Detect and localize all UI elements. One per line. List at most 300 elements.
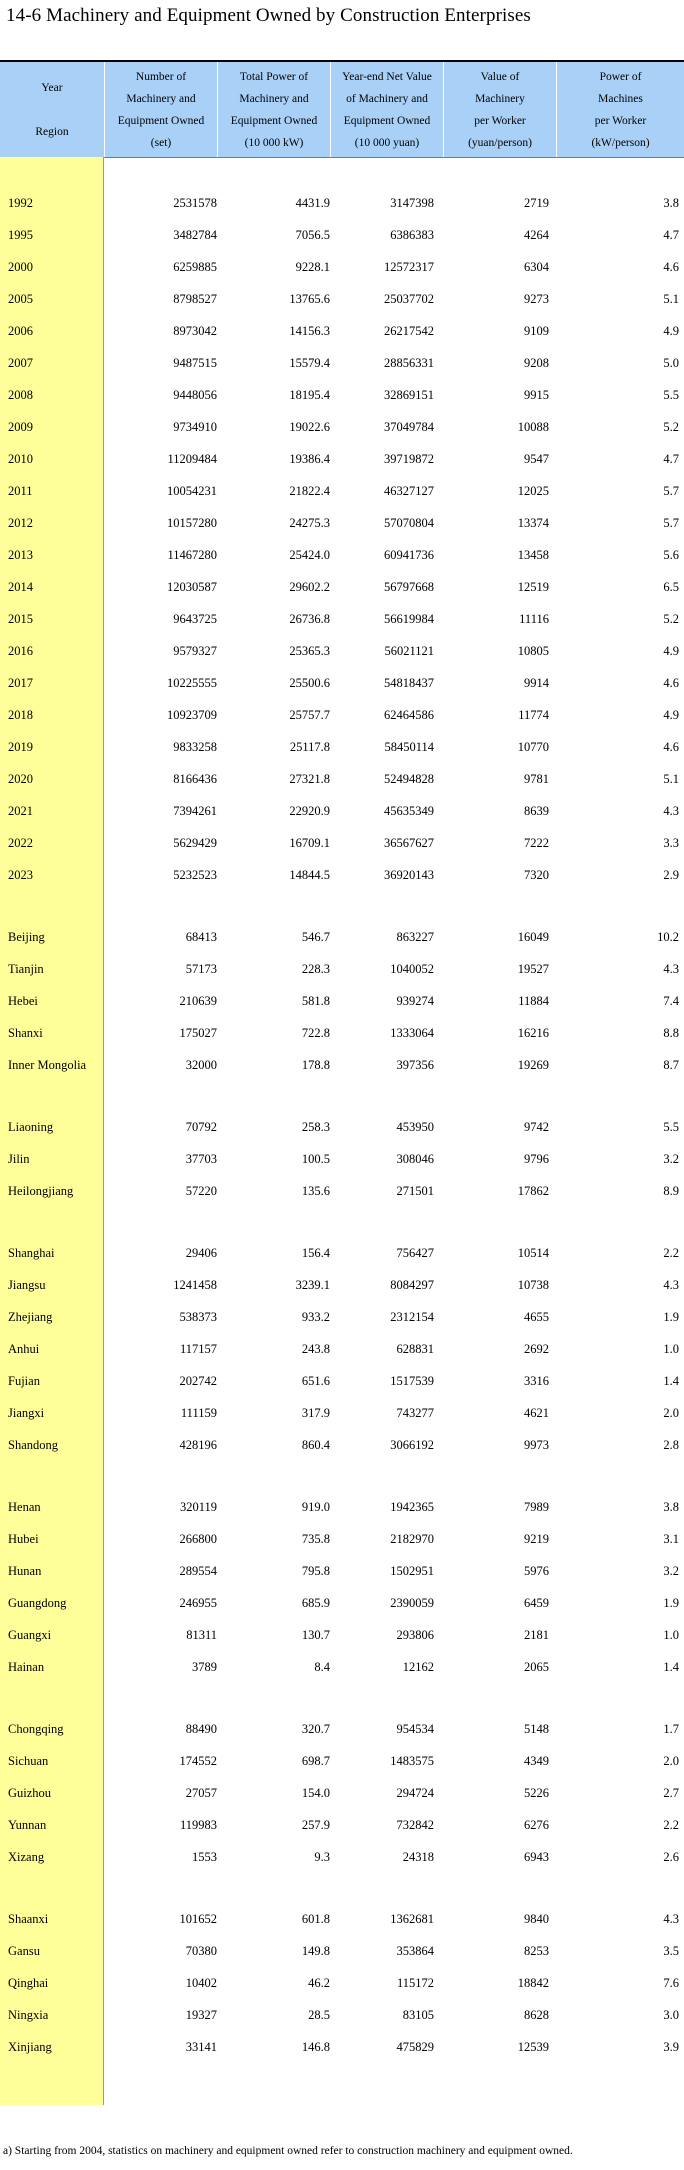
cell-value: 83105 <box>402 2008 434 2022</box>
cell-value: 1553 <box>192 1850 217 1864</box>
cell-value: 2.9 <box>663 868 679 882</box>
cell-value: 9833258 <box>173 740 217 754</box>
row-label: Guizhou <box>8 1786 52 1800</box>
row-label: 2015 <box>8 612 33 626</box>
cell-value: 9109 <box>524 324 549 338</box>
cell-value: 8.8 <box>663 1026 679 1040</box>
table-row-region <box>0 1843 684 1875</box>
cell-value: 5.5 <box>663 388 679 402</box>
cell-value: 13374 <box>517 516 549 530</box>
cell-value: 10054231 <box>167 484 217 498</box>
cell-value: 52494828 <box>384 772 434 786</box>
table-row-year <box>0 413 684 445</box>
cell-value: 3.2 <box>663 1152 679 1166</box>
cell-value: 88490 <box>185 1722 217 1736</box>
cell-value: 1333064 <box>390 1026 434 1040</box>
cell-value: 11467280 <box>167 548 217 562</box>
row-label: 2023 <box>8 868 33 882</box>
table-row-year <box>0 733 684 765</box>
cell-value: 6276 <box>524 1818 549 1832</box>
row-label: Jiangsu <box>8 1278 46 1292</box>
cell-value: 28.5 <box>308 2008 330 2022</box>
table-row-region <box>0 2001 684 2033</box>
cell-value: 9208 <box>524 356 549 370</box>
cell-value: 149.8 <box>301 1944 330 1958</box>
cell-value: 3066192 <box>390 1438 434 1452</box>
cell-value: 581.8 <box>301 994 330 1008</box>
cell-value: 10.2 <box>657 930 679 944</box>
table-row-region <box>0 1399 684 1431</box>
cell-value: 19269 <box>517 1058 549 1072</box>
row-label: 2022 <box>8 836 33 850</box>
row-label: 2008 <box>8 388 33 402</box>
cell-value: 1.7 <box>663 1722 679 1736</box>
cell-value: 9914 <box>524 676 549 690</box>
cell-value: 317.9 <box>301 1406 330 1420</box>
table-row-region <box>0 1969 684 2001</box>
cell-value: 9487515 <box>173 356 217 370</box>
cell-value: 130.7 <box>301 1628 330 1642</box>
cell-value: 60941736 <box>384 548 434 562</box>
cell-value: 228.3 <box>301 962 330 976</box>
header-line: per Worker <box>594 114 647 127</box>
cell-value: 3482784 <box>173 228 217 242</box>
cell-value: 1.0 <box>663 1628 679 1642</box>
table-row-year <box>0 605 684 637</box>
cell-value: 25365.3 <box>289 644 330 658</box>
cell-value: 4.7 <box>663 452 679 466</box>
row-label: Shanghai <box>8 1246 55 1260</box>
row-label: Guangxi <box>8 1628 52 1642</box>
cell-value: 21822.4 <box>289 484 330 498</box>
cell-value: 154.0 <box>301 1786 330 1800</box>
cell-value: 10088 <box>517 420 549 434</box>
cell-value: 5.2 <box>663 612 679 626</box>
cell-value: 10157280 <box>167 516 217 530</box>
header-line: of Machinery and <box>346 92 428 105</box>
cell-value: 7989 <box>524 1500 549 1514</box>
table-row-year <box>0 861 684 893</box>
table-row-year <box>0 285 684 317</box>
cell-value: 289554 <box>179 1564 217 1578</box>
cell-value: 2692 <box>524 1342 549 1356</box>
page-title: 14-6 Machinery and Equipment Owned by Construction Enterprises <box>6 5 531 26</box>
header-line: Number of <box>135 70 187 83</box>
cell-value: 178.8 <box>301 1058 330 1072</box>
cell-value: 3789 <box>192 1660 217 1674</box>
table-row-region <box>0 1493 684 1525</box>
cell-value: 954534 <box>396 1722 434 1736</box>
table-row-region <box>0 1747 684 1779</box>
cell-value: 39719872 <box>384 452 434 466</box>
cell-value: 698.7 <box>301 1754 330 1768</box>
cell-value: 294724 <box>396 1786 434 1800</box>
cell-value: 5226 <box>524 1786 549 1800</box>
cell-value: 795.8 <box>301 1564 330 1578</box>
header-year-region <box>0 62 104 157</box>
cell-value: 756427 <box>396 1246 434 1260</box>
cell-value: 4431.9 <box>295 196 330 210</box>
header-line: (10 000 yuan) <box>354 136 420 149</box>
cell-value: 18842 <box>517 1976 549 1990</box>
cell-value: 3.0 <box>663 2008 679 2022</box>
table-row-year <box>0 381 684 413</box>
row-label: 2019 <box>8 740 33 754</box>
cell-value: 22920.9 <box>289 804 330 818</box>
table-row-region <box>0 1589 684 1621</box>
row-label: Henan <box>8 1500 41 1514</box>
table-row-region <box>0 1811 684 1843</box>
table-row-year <box>0 765 684 797</box>
row-label: 2020 <box>8 772 33 786</box>
row-label: Chongqing <box>8 1722 64 1736</box>
cell-value: 7222 <box>524 836 549 850</box>
table-row-region <box>0 1145 684 1177</box>
cell-value: 5148 <box>524 1722 549 1736</box>
cell-value: 428196 <box>179 1438 217 1452</box>
cell-value: 12030587 <box>167 580 217 594</box>
cell-value: 57070804 <box>384 516 434 530</box>
cell-value: 4.6 <box>663 260 679 274</box>
cell-value: 11884 <box>518 994 549 1008</box>
row-label: 1995 <box>8 228 33 242</box>
row-label: 2016 <box>8 644 33 658</box>
cell-value: 628831 <box>396 1342 434 1356</box>
cell-value: 1.9 <box>663 1310 679 1324</box>
cell-value: 16216 <box>517 1026 549 1040</box>
cell-value: 5.2 <box>663 420 679 434</box>
cell-value: 1942365 <box>390 1500 434 1514</box>
cell-value: 3.9 <box>663 2040 679 2054</box>
cell-value: 10514 <box>517 1246 549 1260</box>
cell-value: 8628 <box>524 2008 549 2022</box>
cell-value: 24275.3 <box>289 516 330 530</box>
cell-value: 4349 <box>524 1754 549 1768</box>
row-label: Guangdong <box>8 1596 67 1610</box>
cell-value: 117157 <box>179 1342 217 1356</box>
cell-value: 353864 <box>396 1944 434 1958</box>
cell-value: 11774 <box>518 708 549 722</box>
header-line: Machinery and <box>126 92 196 105</box>
cell-value: 475829 <box>396 2040 434 2054</box>
cell-value: 2065 <box>524 1660 549 1674</box>
cell-value: 743277 <box>396 1406 434 1420</box>
cell-value: 19327 <box>185 2008 217 2022</box>
cell-value: 4655 <box>524 1310 549 1324</box>
cell-value: 57220 <box>185 1184 217 1198</box>
table-row-year <box>0 349 684 381</box>
table-row-region <box>0 923 684 955</box>
cell-value: 9273 <box>524 292 549 306</box>
cell-value: 13765.6 <box>289 292 330 306</box>
cell-value: 9.3 <box>314 1850 330 1864</box>
cell-value: 6.5 <box>663 580 679 594</box>
table-row-region <box>0 1303 684 1335</box>
cell-value: 5.5 <box>663 1120 679 1134</box>
table-row-region <box>0 1557 684 1589</box>
cell-value: 9840 <box>524 1912 549 1926</box>
cell-value: 9973 <box>524 1438 549 1452</box>
cell-value: 28856331 <box>384 356 434 370</box>
row-label: Inner Mongolia <box>8 1058 87 1072</box>
cell-value: 8253 <box>524 1944 549 1958</box>
cell-value: 939274 <box>396 994 434 1008</box>
cell-value: 25037702 <box>384 292 434 306</box>
cell-value: 2312154 <box>390 1310 434 1324</box>
cell-value: 4.6 <box>663 740 679 754</box>
cell-value: 27057 <box>185 1786 217 1800</box>
row-label: 2010 <box>8 452 33 466</box>
cell-value: 8084297 <box>390 1278 434 1292</box>
table-row-year <box>0 573 684 605</box>
cell-value: 651.6 <box>301 1374 330 1388</box>
row-label: Hubei <box>8 1532 39 1546</box>
cell-value: 56021121 <box>384 644 434 658</box>
row-label: Jilin <box>8 1152 30 1166</box>
cell-value: 2.0 <box>663 1406 679 1420</box>
cell-value: 175027 <box>179 1026 217 1040</box>
cell-value: 4.3 <box>663 804 679 818</box>
cell-value: 1241458 <box>173 1278 217 1292</box>
cell-value: 2719 <box>524 196 549 210</box>
cell-value: 4.9 <box>663 708 679 722</box>
row-label: 2011 <box>8 484 33 498</box>
cell-value: 258.3 <box>301 1120 330 1134</box>
cell-value: 25757.7 <box>289 708 330 722</box>
table-row-year <box>0 797 684 829</box>
cell-value: 397356 <box>396 1058 434 1072</box>
cell-value: 115172 <box>396 1976 434 1990</box>
cell-value: 3.2 <box>663 1564 679 1578</box>
cell-value: 2181 <box>524 1628 549 1642</box>
cell-value: 308046 <box>396 1152 434 1166</box>
cell-value: 26736.8 <box>289 612 330 626</box>
cell-value: 266800 <box>179 1532 217 1546</box>
cell-value: 5.1 <box>663 772 679 786</box>
row-label: Shanxi <box>8 1026 43 1040</box>
cell-value: 4.3 <box>663 1912 679 1926</box>
cell-value: 9734910 <box>173 420 217 434</box>
row-label: Hebei <box>8 994 38 1008</box>
cell-value: 146.8 <box>301 2040 330 2054</box>
header-line: (set) <box>150 136 172 149</box>
cell-value: 100.5 <box>301 1152 330 1166</box>
cell-value: 3.8 <box>663 1500 679 1514</box>
table-row-year <box>0 669 684 701</box>
cell-value: 15579.4 <box>289 356 330 370</box>
cell-value: 6943 <box>524 1850 549 1864</box>
row-label: Shaanxi <box>8 1912 49 1926</box>
cell-value: 101652 <box>179 1912 217 1926</box>
cell-value: 1502951 <box>390 1564 434 1578</box>
table-row-region <box>0 1525 684 1557</box>
cell-value: 735.8 <box>301 1532 330 1546</box>
row-label: Qinghai <box>8 1976 49 1990</box>
cell-value: 9915 <box>524 388 549 402</box>
row-label: Hainan <box>8 1660 45 1674</box>
cell-value: 26217542 <box>384 324 434 338</box>
row-label: Sichuan <box>8 1754 49 1768</box>
cell-value: 860.4 <box>301 1438 330 1452</box>
cell-value: 4.3 <box>663 1278 679 1292</box>
cell-value: 4.9 <box>663 324 679 338</box>
cell-value: 271501 <box>396 1184 434 1198</box>
cell-value: 12162 <box>402 1660 434 1674</box>
cell-value: 25424.0 <box>289 548 330 562</box>
row-label: Yunnan <box>8 1818 47 1832</box>
cell-value: 5.6 <box>663 548 679 562</box>
header-line: (kW/person) <box>591 136 650 149</box>
table-row-region <box>0 1779 684 1811</box>
table-row-year <box>0 701 684 733</box>
row-label: 2018 <box>8 708 33 722</box>
cell-value: 24318 <box>402 1850 434 1864</box>
cell-value: 9781 <box>524 772 549 786</box>
cell-value: 8.4 <box>314 1660 330 1674</box>
cell-value: 14844.5 <box>289 868 330 882</box>
row-label: Zhejiang <box>8 1310 53 1324</box>
header-line: Value of <box>480 70 520 83</box>
header-line: Equipment Owned <box>230 114 318 127</box>
cell-value: 9547 <box>524 452 549 466</box>
cell-value: 732842 <box>396 1818 434 1832</box>
table-row-year <box>0 445 684 477</box>
cell-value: 12539 <box>517 2040 549 2054</box>
row-label: Heilongjiang <box>8 1184 74 1198</box>
cell-value: 9579327 <box>173 644 217 658</box>
cell-value: 6459 <box>524 1596 549 1610</box>
footnote: a) Starting from 2004, statistics on machinery and equipment owned refer to construction machinery and equipment owned. <box>3 2145 573 2157</box>
row-label: 2007 <box>8 356 33 370</box>
header-net-value <box>330 62 443 157</box>
cell-value: 1.0 <box>663 1342 679 1356</box>
table-row-region <box>0 1715 684 1747</box>
table-row-region <box>0 1113 684 1145</box>
cell-value: 12025 <box>517 484 549 498</box>
cell-value: 16049 <box>517 930 549 944</box>
cell-value: 5.7 <box>663 484 679 498</box>
cell-value: 10402 <box>185 1976 217 1990</box>
row-label: Hunan <box>8 1564 42 1578</box>
cell-value: 29602.2 <box>289 580 330 594</box>
table-row-region <box>0 1905 684 1937</box>
cell-value: 70380 <box>185 1944 217 1958</box>
cell-value: 7.6 <box>663 1976 679 1990</box>
table-row-year <box>0 637 684 669</box>
cell-value: 8973042 <box>173 324 217 338</box>
header-line: Machinery <box>475 92 525 105</box>
cell-value: 16709.1 <box>289 836 330 850</box>
cell-value: 111159 <box>180 1406 217 1420</box>
cell-value: 4264 <box>524 228 549 242</box>
table-row-region <box>0 2033 684 2065</box>
table-row-year <box>0 509 684 541</box>
row-label: Ningxia <box>8 2008 49 2022</box>
cell-value: 10923709 <box>167 708 217 722</box>
row-label: 2021 <box>8 804 33 818</box>
row-label: Shandong <box>8 1438 58 1452</box>
row-label: Liaoning <box>8 1120 54 1134</box>
cell-value: 2182970 <box>390 1532 434 1546</box>
cell-value: 2531578 <box>173 196 217 210</box>
table-row-year <box>0 189 684 221</box>
table-row-region <box>0 1239 684 1271</box>
cell-value: 11209484 <box>167 452 217 466</box>
table-row-year <box>0 477 684 509</box>
table-row-region <box>0 1051 684 1083</box>
row-label: 2006 <box>8 324 33 338</box>
table-row-region <box>0 1177 684 1209</box>
row-label: 2012 <box>8 516 33 530</box>
cell-value: 6386383 <box>390 228 434 242</box>
table-row-region <box>0 1271 684 1303</box>
cell-value: 4.7 <box>663 228 679 242</box>
cell-value: 3.1 <box>663 1532 679 1546</box>
cell-value: 7394261 <box>173 804 217 818</box>
cell-value: 119983 <box>179 1818 217 1832</box>
cell-value: 6259885 <box>173 260 217 274</box>
row-label: Anhui <box>8 1342 40 1356</box>
row-label: 2013 <box>8 548 33 562</box>
row-label: 1992 <box>8 196 33 210</box>
cell-value: 12572317 <box>384 260 434 274</box>
header-line: Machines <box>598 92 643 105</box>
row-label: Jiangxi <box>8 1406 45 1420</box>
table-header <box>0 62 684 158</box>
cell-value: 19022.6 <box>289 420 330 434</box>
cell-value: 5976 <box>524 1564 549 1578</box>
row-label: 2009 <box>8 420 33 434</box>
header-value-per-worker <box>443 62 556 157</box>
table-row-region <box>0 1335 684 1367</box>
cell-value: 14156.3 <box>289 324 330 338</box>
cell-value: 2.7 <box>663 1786 679 1800</box>
cell-value: 56797668 <box>384 580 434 594</box>
cell-value: 3.5 <box>663 1944 679 1958</box>
cell-value: 10738 <box>517 1278 549 1292</box>
cell-value: 32000 <box>185 1058 217 1072</box>
header-line: Year-end Net Value <box>342 70 432 83</box>
cell-value: 36920143 <box>384 868 434 882</box>
cell-value: 58450114 <box>384 740 434 754</box>
table-row-year <box>0 317 684 349</box>
table-row-year <box>0 829 684 861</box>
cell-value: 2.8 <box>663 1438 679 1452</box>
cell-value: 5.7 <box>663 516 679 530</box>
cell-value: 37049784 <box>384 420 434 434</box>
cell-value: 46.2 <box>308 1976 330 1990</box>
cell-value: 27321.8 <box>289 772 330 786</box>
cell-value: 1040052 <box>390 962 434 976</box>
cell-value: 1517539 <box>390 1374 434 1388</box>
header-line: Region <box>35 125 69 138</box>
row-label: Tianjin <box>8 962 44 976</box>
header-number-owned <box>104 62 217 157</box>
cell-value: 10225555 <box>167 676 217 690</box>
table-row-region <box>0 987 684 1019</box>
cell-value: 70792 <box>185 1120 217 1134</box>
header-line: Power of <box>599 70 642 83</box>
table-row-region <box>0 1621 684 1653</box>
cell-value: 246955 <box>179 1596 217 1610</box>
cell-value: 1.4 <box>663 1374 679 1388</box>
cell-value: 1.4 <box>663 1660 679 1674</box>
cell-value: 1483575 <box>390 1754 434 1768</box>
cell-value: 210639 <box>179 994 217 1008</box>
cell-value: 25500.6 <box>289 676 330 690</box>
cell-value: 62464586 <box>384 708 434 722</box>
cell-value: 4621 <box>524 1406 549 1420</box>
